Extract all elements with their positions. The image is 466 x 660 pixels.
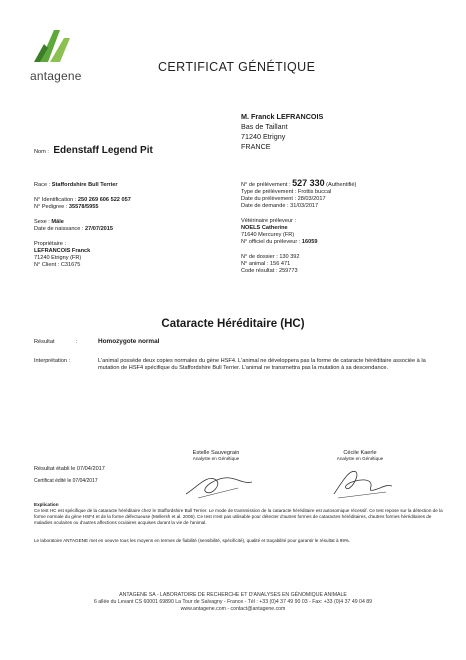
- owner-name: M. Franck LEFRANCOIS: [241, 112, 324, 121]
- birth-label: Date de naissance :: [34, 226, 84, 232]
- sex-value: Mâle: [51, 219, 64, 225]
- owner-address: [241, 112, 323, 152]
- dog-info: [34, 182, 234, 269]
- id-value: 250 269 606 522 057: [77, 197, 131, 203]
- proprietor-name: LEFRANCOIS Franck: [34, 248, 91, 254]
- logo-wordmark: antagene: [30, 69, 82, 83]
- dog-name-label: Nom :: [34, 149, 49, 155]
- signer-2-role: Analyste en Génétique: [336, 456, 384, 461]
- animal-value: 156 471: [269, 261, 291, 267]
- birth-value: 27/07/2015: [85, 226, 114, 232]
- client-value: C31675: [60, 262, 81, 268]
- code-label: Code résultat :: [241, 268, 278, 274]
- logo-mark-icon: [30, 26, 80, 66]
- vet-label: Vétérinaire préleveur :: [241, 218, 297, 224]
- signer-1: [178, 450, 254, 462]
- sample-type-label: Type de prélèvement :: [241, 189, 297, 195]
- signer-2-name: Cécile Kaerle: [343, 450, 377, 456]
- proprietor-label: Propriétaire :: [34, 241, 67, 247]
- dossier-value: 130 392: [279, 254, 300, 260]
- client-label: N° Client :: [34, 262, 60, 268]
- signature-2-icon: [320, 462, 400, 502]
- vet-official-label: N° officiel du préleveur :: [241, 239, 301, 245]
- vet-official-value: 16059: [301, 239, 318, 245]
- result-value: Homozygote normal: [98, 338, 160, 345]
- sample-no-label: N° de prélèvement :: [241, 182, 291, 188]
- footer: [0, 592, 466, 613]
- sample-auth: (Authentifié): [326, 182, 357, 188]
- result-separator: :: [76, 339, 78, 345]
- sample-no-value: 527 330: [292, 178, 325, 188]
- result-label: Résultat: [34, 339, 55, 345]
- signer-2: [322, 450, 398, 462]
- footer-line3: www.antagene.com - contact@antagene.com: [180, 606, 286, 612]
- request-date-label: Date de demande :: [241, 203, 289, 209]
- sample-date-label: Date du prélèvement :: [241, 196, 297, 202]
- owner-line1: Bas de Taillant: [241, 122, 288, 131]
- sample-date-value: 28/03/2017: [297, 196, 326, 202]
- race-value: Staffordshire Bull Terrier: [51, 182, 118, 188]
- certificate-edited: Certificat édité le 07/04/2017: [34, 478, 98, 484]
- sex-label: Sexe :: [34, 219, 50, 225]
- signer-1-name: Estelle Sauvegrain: [192, 450, 240, 456]
- race-label: Race :: [34, 182, 51, 188]
- explication-title: Explication: [34, 502, 59, 507]
- sample-info: [241, 180, 451, 275]
- code-value: 259773: [278, 268, 298, 274]
- interpretation-text: L'animal possède deux copies normales du gène HSF4. L'animal ne développera pas la forme de cataracte héréditaire associée à la mutation de HSF4 spécifique du Staffordshire Bull Terrier. L'animal ne transmettra pas la mutation à sa descendance.: [98, 358, 426, 371]
- dog-name-row: [34, 140, 153, 158]
- result-established: Résultat établi le 07/04/2017: [34, 466, 105, 472]
- dossier-label: N° de dossier :: [241, 254, 278, 260]
- pedigree-value: 35578/5955: [68, 204, 99, 210]
- antagene-logo: [30, 26, 80, 84]
- request-date-value: 31/03/2017: [290, 203, 319, 209]
- test-title: Cataracte Héréditaire (HC): [161, 318, 305, 330]
- owner-country: FRANCE: [241, 142, 271, 151]
- animal-label: N° animal :: [241, 261, 269, 267]
- signer-1-role: Analyste en Génétique: [192, 456, 240, 461]
- signature-1-icon: [178, 464, 258, 504]
- footer-line1: ANTAGENE SA - LABORATOIRE DE RECHERCHE ET D'ANALYSES EN GÉNOMIQUE ANIMALE: [119, 592, 347, 598]
- page-title: CERTIFICAT GÉNÉTIQUE: [158, 60, 316, 74]
- id-label: N° Identification :: [34, 197, 77, 203]
- explication-text: Ce test HC est spécifique de la cataracte héréditaire chez le Staffordshire Bull Terrier. Le mode de transmission de la cataracte héréditaire est autosomique récessif. Ce test repose sur la détection de la forme normale du gène HSF4 et de la forme défectueuse (Mellersh et al. 2006). Ce test n'est pas utilisable pour détecter d'autres formes de cataractes héréditaires, d'autres formes héréditaires de maladies oculaires ou d'autres affections oculaires acquises durant la vie de l'animal.: [34, 508, 443, 525]
- vet-city: 71640 Mercurey (FR): [241, 232, 295, 238]
- footer-line2: 6 allée du Levant CS 60001 69890 La Tour de Salvagny - France - Tél : +33 (0)4 37 49 90 03 - Fax: +33 (0)4 37 49 04 89: [93, 599, 373, 605]
- dog-name: Edenstaff Legend Pit: [53, 145, 153, 156]
- vet-name: NOELS Catherine: [241, 225, 288, 231]
- quality-statement: Le laboratoire ANTAGENE met en oeuvre tous les moyens en termes de fiabilité (sensibilité, spécificité), qualité et traçabilité pour garantir le résultat à 99%.: [34, 538, 351, 543]
- sample-type-value: Frottis buccal: [297, 189, 332, 195]
- owner-line2: 71240 Etrigny: [241, 132, 286, 141]
- pedigree-label: N° Pedigree :: [34, 204, 68, 210]
- interpretation-label: Interprétation :: [34, 358, 71, 364]
- proprietor-city: 71240 Etrigny (FR): [34, 255, 82, 261]
